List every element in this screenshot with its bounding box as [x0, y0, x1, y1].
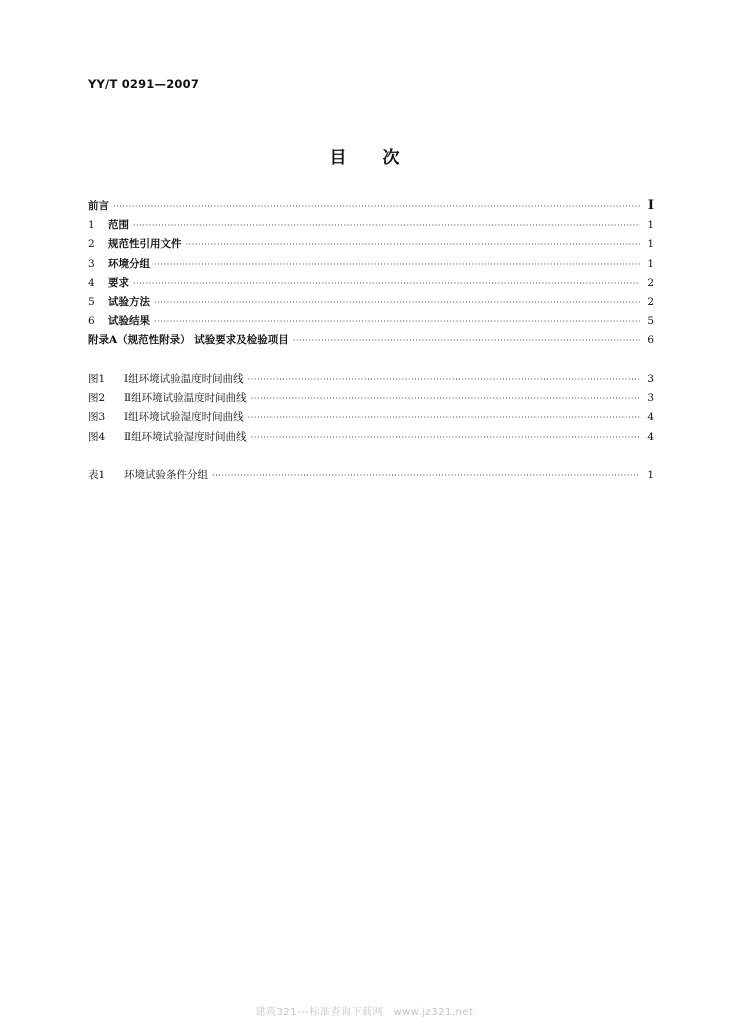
toc-page: 2 — [647, 276, 654, 289]
page-title: 目次 — [329, 148, 436, 168]
toc-row-test-results[interactable] — [88, 313, 654, 332]
toc-label: 规范性引用文件 — [108, 238, 182, 251]
toc-label: 试验方法 — [108, 295, 150, 308]
toc-num: 3 — [88, 257, 95, 270]
toc-num: 表1 — [88, 469, 106, 481]
toc-label: Ⅰ组环境试验湿度时间曲线 — [124, 411, 244, 424]
toc-row-table-1[interactable] — [88, 467, 654, 486]
toc-row-requirements[interactable] — [88, 275, 654, 294]
toc-row-figure-3[interactable] — [88, 409, 654, 428]
toc-page: 6 — [647, 334, 654, 347]
toc-row-figure-4[interactable] — [88, 429, 654, 448]
toc-leader — [248, 413, 640, 422]
toc-leader — [133, 221, 640, 230]
toc-label: Ⅱ组环境试验湿度时间曲线 — [124, 430, 247, 443]
toc-label: 环境分组 — [108, 257, 150, 270]
toc-label: Ⅰ组环境试验温度时间曲线 — [124, 373, 244, 385]
toc-row-figure-1[interactable] — [88, 371, 654, 390]
toc-page: 5 — [647, 315, 654, 328]
toc-num: 5 — [88, 295, 95, 308]
toc-label: 附录A（规范性附录） 试验要求及检验项目 — [88, 334, 289, 347]
toc-num: 图4 — [88, 430, 106, 443]
toc-tables — [88, 467, 654, 486]
toc-page: 1 — [647, 219, 654, 232]
toc-row-annex-a[interactable] — [88, 332, 654, 351]
toc-leader — [293, 336, 640, 345]
toc-row-preface[interactable] — [88, 198, 654, 217]
toc-leader — [154, 298, 640, 307]
footer-watermark: 建筑321---标准查询下载网 www.jz321.net — [255, 1007, 474, 1018]
toc-page: 4 — [647, 411, 654, 424]
toc-leader — [186, 240, 641, 249]
toc-leader — [113, 202, 640, 211]
toc-page: 3 — [647, 392, 654, 405]
toc-page: 1 — [647, 257, 654, 270]
toc-leader — [133, 279, 640, 288]
toc-row-scope[interactable] — [88, 217, 654, 236]
toc-page: 3 — [647, 373, 654, 385]
toc-label: 试验结果 — [108, 315, 150, 328]
toc-page: 2 — [647, 295, 654, 308]
toc-leader — [212, 471, 640, 480]
toc-page: 1 — [647, 469, 654, 481]
toc-row-normative-references[interactable] — [88, 236, 654, 255]
toc-page: 1 — [647, 238, 654, 251]
toc-num: 图3 — [88, 411, 106, 424]
toc-page: I — [647, 198, 654, 213]
toc-leader — [154, 260, 640, 269]
toc-label: 要求 — [108, 276, 129, 289]
toc-leader — [251, 394, 640, 403]
toc-row-figure-2[interactable] — [88, 390, 654, 409]
toc-leader — [251, 433, 640, 442]
toc-row-environment-groups[interactable] — [88, 256, 654, 275]
toc-num: 2 — [88, 238, 95, 251]
toc-leader — [154, 317, 640, 326]
toc-label: Ⅱ组环境试验温度时间曲线 — [124, 392, 247, 405]
toc-num: 图1 — [88, 373, 106, 385]
toc-num: 图2 — [88, 392, 106, 405]
document-code: YY/T 0291—2007 — [88, 77, 200, 91]
toc-page: 4 — [647, 430, 654, 443]
toc-figures — [88, 371, 654, 448]
toc-label: 前言 — [88, 200, 109, 212]
toc-num: 1 — [88, 219, 95, 232]
toc-sections — [88, 198, 654, 352]
toc-leader — [248, 375, 640, 384]
toc-num: 6 — [88, 315, 95, 328]
toc-label: 范围 — [108, 219, 129, 232]
toc-label: 环境试验条件分组 — [124, 469, 208, 481]
toc-row-test-methods[interactable] — [88, 294, 654, 313]
toc-num: 4 — [88, 276, 95, 289]
